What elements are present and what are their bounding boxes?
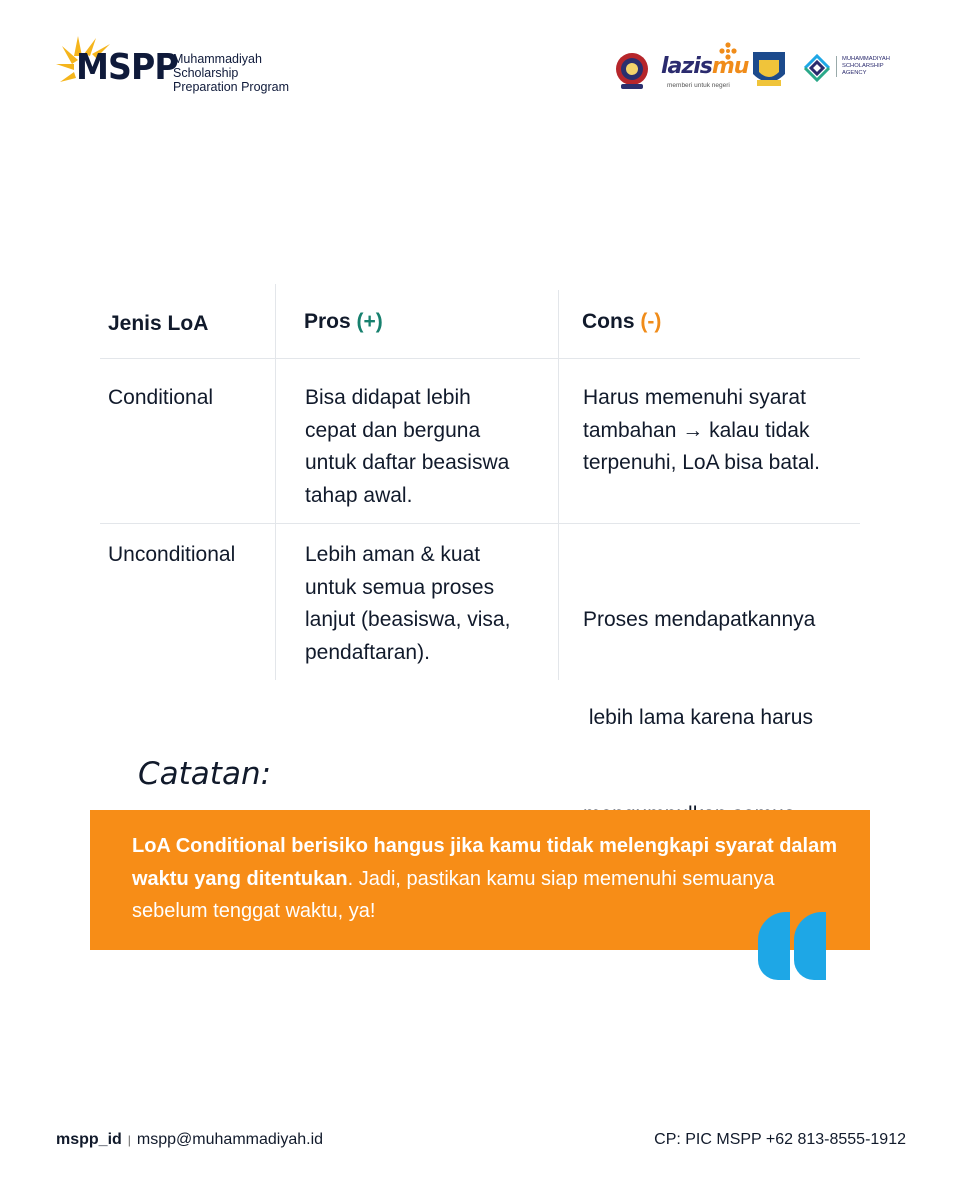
agency-name: [836, 56, 890, 77]
lazismu-logo: [661, 42, 749, 90]
pros-line: tahap awal.: [305, 483, 413, 507]
loa-comparison-table: [100, 284, 860, 729]
header-pros-label: Pros: [304, 310, 351, 333]
lazismu-word: lazis: [661, 54, 712, 79]
loa-type-cell: Conditional: [108, 386, 214, 409]
quote-mark-icon: [758, 912, 826, 980]
pros-line: lanjut (beasiswa, visa,: [305, 608, 511, 631]
pros-line: pendaftaran).: [305, 640, 430, 664]
partner-logos: [615, 40, 905, 96]
school-shield-icon: [751, 50, 787, 90]
brand-name: MSPP: [76, 47, 178, 88]
pros-line: untuk semua proses: [305, 575, 495, 599]
lazismu-accent: mu: [711, 54, 749, 79]
row-divider: [100, 523, 860, 524]
brand-sub-line: Muhammadiyah: [173, 52, 262, 66]
contact-person: CP: PIC MSPP +62 813-8555-1912: [654, 1131, 906, 1148]
note-box: [90, 810, 870, 950]
agency-line: AGENCY: [842, 70, 867, 76]
agency-emblem-icon: [801, 50, 833, 86]
email-link[interactable]: mspp@muhammadiyah.id: [136, 1131, 324, 1148]
pros-cell: [305, 539, 555, 669]
cons-line: lebih lama karena harus: [583, 705, 813, 729]
muhammadiyah-seal-icon: [615, 52, 649, 92]
plus-sign: (+): [356, 310, 383, 333]
column-divider: [558, 290, 559, 680]
cons-line: Harus memenuhi syarat: [583, 386, 806, 409]
note-title: Catatan:: [138, 756, 272, 792]
note-bold-text: LoA Conditional berisiko hangus jika kamu tidak melengkapi syarat dalam waktu yang ditentukan: [132, 835, 837, 890]
row-divider: [100, 358, 860, 359]
header-pros: [304, 306, 383, 339]
agency-line: SCHOLARSHIP: [842, 63, 884, 69]
column-divider: [275, 284, 276, 680]
header-cons-label: Cons: [582, 310, 635, 333]
header-jenis-loa: Jenis LoA: [108, 312, 209, 335]
lazismu-wordmark: [661, 54, 748, 79]
pros-line: Lebih aman & kuat: [305, 543, 481, 566]
brand-sub-line: Scholarship: [173, 66, 239, 80]
pros-line: cepat dan berguna: [305, 418, 481, 442]
footer-separator: |: [127, 1133, 131, 1147]
loa-type-cell: Unconditional: [108, 543, 236, 566]
note-text: [132, 830, 852, 928]
brand-subtitle: [173, 52, 333, 94]
agency-line: MUHAMMADIYAH: [842, 56, 890, 62]
pros-line: untuk daftar beasiswa: [305, 451, 510, 474]
minus-sign: (-): [640, 310, 662, 333]
header-cons: [582, 306, 661, 339]
brand-sub-line: Preparation Program: [173, 80, 290, 94]
cons-line: tambahan → kalau tidak: [583, 418, 810, 442]
cons-line: Proses mendapatkannya: [583, 608, 816, 631]
cons-cell: [583, 382, 858, 480]
instagram-handle[interactable]: mspp_id: [56, 1131, 122, 1148]
pros-cell: [305, 382, 555, 512]
pros-line: Bisa didapat lebih: [305, 386, 471, 409]
cons-line: terpenuhi, LoA bisa batal.: [583, 451, 821, 474]
footer-social: [56, 1131, 323, 1149]
lazismu-tagline: memberi untuk negeri: [667, 82, 730, 89]
mspp-logo: [56, 34, 326, 98]
note-normal-text: . Jadi, pastikan kamu siap memenuhi semuanya sebelum tenggat waktu, ya!: [132, 867, 775, 922]
